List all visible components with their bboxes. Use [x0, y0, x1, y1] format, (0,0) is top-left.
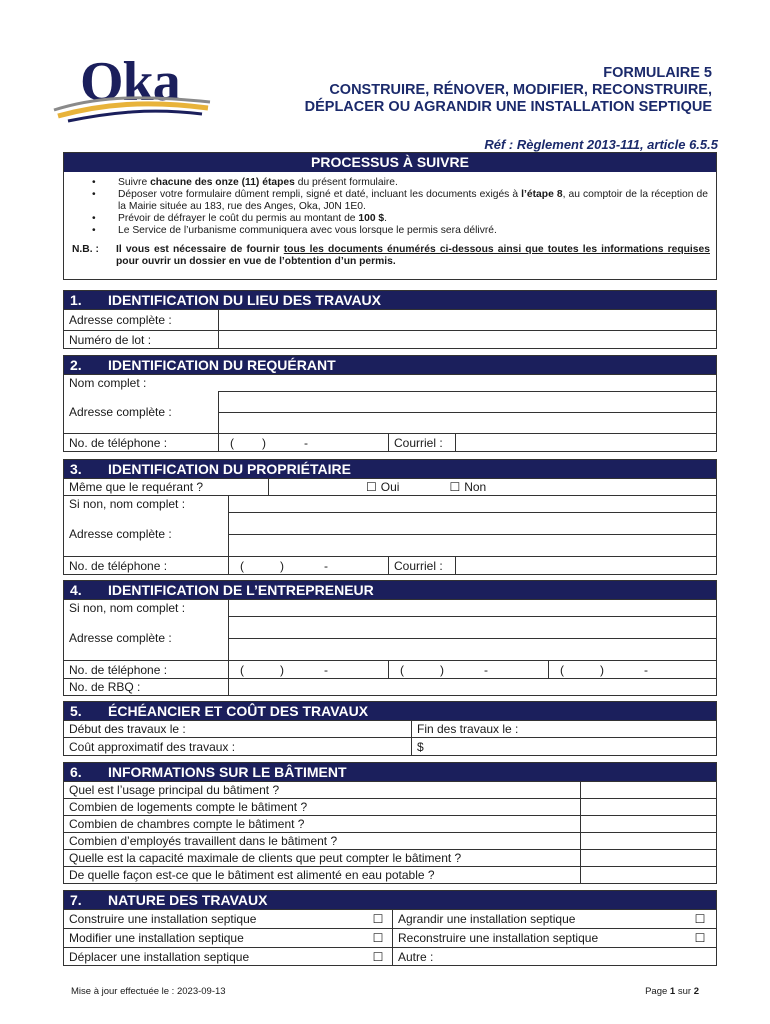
phone-mask: )	[440, 662, 444, 677]
form-row	[64, 599, 716, 616]
address-field[interactable]	[218, 310, 716, 330]
text: Déposer votre formulaire dûment rempli, signé et daté, incluant les documents exigés à	[118, 189, 522, 200]
yes-checkbox[interactable]: ☐	[366, 480, 377, 494]
form-number: FORMULAIRE 5	[603, 65, 712, 81]
cost-field[interactable]: $	[411, 738, 716, 755]
modify-checkbox[interactable]: ☐	[372, 931, 384, 945]
phone-mask: (	[230, 435, 234, 450]
answer-field[interactable]	[580, 816, 716, 832]
process-box	[63, 152, 717, 280]
text: Il vous est nécessaire de fournir	[116, 244, 284, 255]
section-number: 6.	[70, 764, 82, 780]
text: Suivre	[118, 177, 151, 188]
form-row	[64, 678, 716, 695]
form-row	[64, 478, 716, 495]
phone-mask: -	[484, 662, 488, 677]
phone-mask: )	[280, 558, 284, 573]
option-label: Déplacer une installation septique	[69, 949, 250, 964]
nota-bene	[64, 237, 716, 268]
section-title: IDENTIFICATION DU LIEU DES TRAVAUX	[108, 292, 381, 308]
option-row	[64, 947, 716, 965]
question-row	[64, 815, 716, 832]
answer-field[interactable]	[580, 782, 716, 798]
phone-mask: -	[304, 435, 308, 450]
form-row	[64, 391, 716, 433]
logo-wave-icon	[52, 90, 212, 126]
form-row	[64, 720, 716, 737]
footer-updated: Mise à jour effectuée le : 2023-09-13	[71, 986, 226, 997]
field-label: Adresse complète :	[69, 313, 172, 327]
section-applicant	[63, 355, 717, 452]
question-label: Combien de chambres compte le bâtiment ?	[69, 817, 305, 831]
section-header	[64, 356, 716, 374]
phone-mask: -	[324, 558, 328, 573]
construct-checkbox[interactable]: ☐	[372, 912, 384, 926]
address-line[interactable]	[229, 616, 716, 638]
field-label: No. de téléphone :	[69, 435, 168, 450]
form-row	[64, 660, 716, 678]
section-header	[64, 763, 716, 781]
process-list	[64, 172, 716, 237]
option-label: Modifier une installation septique	[69, 931, 244, 945]
section-owner	[63, 459, 717, 575]
section-title: IDENTIFICATION DU PROPRIÉTAIRE	[108, 461, 351, 477]
logo-wordmark: Oka	[80, 51, 180, 113]
other-field[interactable]	[472, 948, 716, 965]
address-field[interactable]	[218, 391, 716, 433]
address-line[interactable]	[219, 412, 716, 433]
contractor-phone-field[interactable]	[548, 661, 716, 678]
field-label: Adresse complète :	[69, 527, 172, 541]
form-row	[64, 433, 716, 451]
text: Le Service de l’urbanisme communiquera avec vous lorsque le permis sera délivré.	[118, 225, 497, 236]
section-title: INFORMATIONS SUR LE BÂTIMENT	[108, 764, 347, 780]
section-title: IDENTIFICATION DU REQUÉRANT	[108, 357, 336, 373]
phone-mask: )	[280, 662, 284, 677]
answer-field[interactable]	[580, 867, 716, 883]
section-number: 5.	[70, 703, 82, 719]
phone-mask: )	[600, 662, 604, 677]
section-contractor	[63, 580, 717, 696]
process-item	[92, 225, 708, 237]
section-title: ÉCHÉANCIER ET COÛT DES TRAVAUX	[108, 703, 369, 719]
section-header	[64, 460, 716, 478]
no-checkbox[interactable]: ☐	[449, 480, 461, 494]
option-row	[64, 909, 716, 928]
enlarge-checkbox[interactable]: ☐	[694, 912, 706, 926]
section-work-location	[63, 290, 717, 349]
yes-label: Oui	[380, 480, 400, 494]
form-row	[64, 374, 716, 391]
phone-mask: (	[560, 662, 564, 677]
form-title-line2: DÉPLACER OU AGRANDIR UNE INSTALLATION SEPTIQUE	[304, 99, 712, 115]
field-label: Fin des travaux le :	[411, 721, 716, 737]
text-bold: chacune des onze (11) étapes	[150, 177, 295, 188]
form-row	[64, 512, 716, 556]
process-item	[92, 177, 708, 189]
address-line[interactable]	[229, 534, 716, 556]
footer-page-number	[645, 986, 699, 997]
question-label: Combien de logements compte le bâtiment ?	[69, 800, 308, 814]
field-label: Même que le requérant ?	[69, 480, 204, 494]
field-label: No. de téléphone :	[69, 662, 168, 677]
text: pour ouvrir un dossier en vue de l’obtention d’un permis.	[116, 256, 396, 267]
regulation-reference: Réf : Règlement 2013-111, article 6.5.5	[484, 137, 718, 152]
phone-mask: -	[644, 662, 648, 677]
section-building-info	[63, 762, 717, 884]
field-label: Courriel :	[388, 557, 455, 574]
option-label: Reconstruire une installation septique	[392, 929, 684, 947]
section-number: 2.	[70, 357, 82, 373]
section-header	[64, 581, 716, 599]
question-label: Quel est l’usage principal du bâtiment ?	[69, 783, 280, 797]
field-label: Adresse complète :	[69, 631, 172, 645]
question-row	[64, 781, 716, 798]
field-label: Si non, nom complet :	[69, 497, 186, 511]
field-label: Coût approximatif des travaux :	[69, 739, 236, 754]
field-label: Adresse complète :	[69, 405, 172, 419]
question-row	[64, 866, 716, 883]
field-label: Nom complet :	[69, 376, 147, 390]
text-underline: tous les documents énumérés ci-dessous ainsi que toutes les informations requises	[283, 244, 710, 255]
oka-logo	[52, 50, 212, 130]
field-label: Début des travaux le :	[69, 722, 186, 736]
field-label: No. de RBQ :	[69, 680, 141, 694]
field-label: Courriel :	[388, 434, 455, 451]
email-field[interactable]	[455, 434, 716, 451]
field-label: No. de téléphone :	[69, 558, 168, 573]
text-bold: 2	[693, 986, 699, 997]
section-title: IDENTIFICATION DE L’ENTREPRENEUR	[108, 582, 374, 598]
text: sur	[675, 986, 694, 997]
process-title: PROCESSUS À SUIVRE	[64, 153, 716, 172]
nb-label: N.B. :	[72, 244, 99, 255]
contractor-phone-field[interactable]	[388, 661, 548, 678]
answer-field[interactable]	[580, 799, 716, 815]
phone-mask: )	[262, 435, 266, 450]
phone-mask: (	[240, 662, 244, 677]
owner-email-field[interactable]	[455, 557, 716, 574]
phone-mask: (	[240, 558, 244, 573]
text: , au comptoir de la réception de la Mairie située au 183, rue des Anges, Oka, J0N 1E0.	[118, 189, 708, 212]
move-checkbox[interactable]: ☐	[372, 949, 384, 964]
field-label: Si non, nom complet :	[69, 601, 186, 615]
option-label: Autre :	[392, 948, 472, 965]
name-field[interactable]	[218, 375, 716, 391]
owner-name-field[interactable]	[228, 496, 716, 512]
form-row	[64, 737, 716, 755]
text-bold: l’étape 8	[521, 189, 563, 200]
section-title: NATURE DES TRAVAUX	[108, 892, 268, 908]
question-row	[64, 798, 716, 815]
question-label: Quelle est la capacité maximale de clients que peut compter le bâtiment ?	[69, 851, 462, 865]
phone-mask: -	[324, 662, 328, 677]
form-row	[64, 556, 716, 574]
contractor-address-field[interactable]	[228, 616, 716, 660]
owner-phone-field[interactable]	[228, 557, 388, 574]
question-label: Combien d’employés travaillent dans le bâtiment ?	[69, 834, 338, 848]
no-label: Non	[464, 480, 487, 494]
form-row	[64, 495, 716, 512]
section-number: 4.	[70, 582, 82, 598]
question-row	[64, 849, 716, 866]
text: du présent formulaire.	[294, 177, 398, 188]
question-label: De quelle façon est-ce que le bâtiment est alimenté en eau potable ?	[69, 868, 435, 882]
rbq-field[interactable]	[228, 679, 716, 695]
rebuild-checkbox[interactable]: ☐	[694, 931, 706, 945]
address-line[interactable]	[229, 512, 716, 534]
contractor-phone-field[interactable]	[228, 661, 388, 678]
text: Prévoir de défrayer le coût du permis au montant de	[118, 213, 359, 224]
form-row	[64, 309, 716, 330]
option-label: Construire une installation septique	[69, 912, 257, 926]
section-header	[64, 291, 716, 309]
phone-mask: (	[400, 662, 404, 677]
section-header	[64, 891, 716, 909]
address-line[interactable]	[219, 391, 716, 412]
phone-field[interactable]	[218, 434, 388, 451]
text-bold: 1	[669, 986, 676, 997]
text: Page	[645, 986, 670, 997]
process-item	[92, 213, 708, 225]
owner-address-field[interactable]	[228, 512, 716, 556]
form-title-line1: CONSTRUIRE, RÉNOVER, MODIFIER, RECONSTRUIRE,	[329, 82, 712, 98]
option-row	[64, 928, 716, 947]
lot-number-field[interactable]	[218, 331, 716, 348]
question-row	[64, 832, 716, 849]
answer-field[interactable]	[580, 850, 716, 866]
form-row	[64, 330, 716, 348]
section-number: 1.	[70, 292, 82, 308]
address-line[interactable]	[229, 638, 716, 660]
process-item	[92, 189, 708, 213]
section-number: 7.	[70, 892, 82, 908]
answer-field[interactable]	[580, 833, 716, 849]
nb-text	[116, 244, 710, 268]
same-as-applicant-options	[268, 479, 716, 495]
page-header	[0, 0, 770, 152]
contractor-name-field[interactable]	[228, 600, 716, 616]
option-label: Agrandir une installation septique	[392, 910, 684, 928]
text-bold: 100 $	[358, 213, 385, 224]
section-header	[64, 702, 716, 720]
form-row	[64, 616, 716, 660]
text: .	[384, 213, 388, 224]
form-title	[305, 65, 712, 116]
section-number: 3.	[70, 461, 82, 477]
section-nature-of-work	[63, 890, 717, 966]
field-label: Numéro de lot :	[69, 332, 152, 347]
section-schedule-cost	[63, 701, 717, 756]
